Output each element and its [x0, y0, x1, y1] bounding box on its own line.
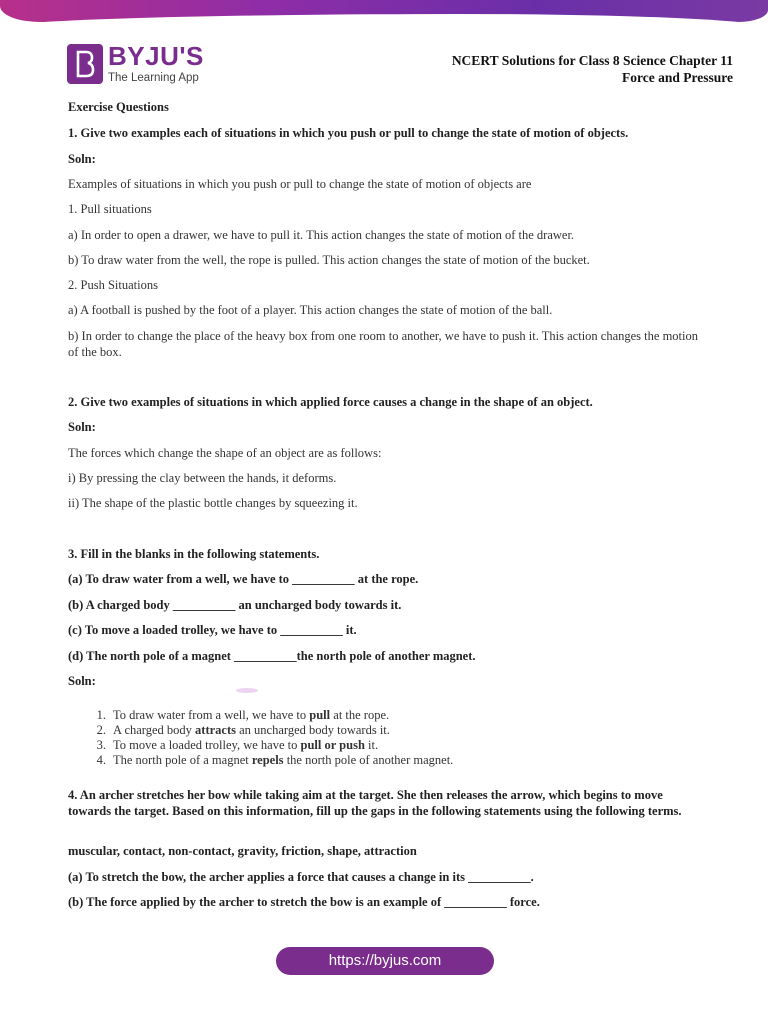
list-item: 4. The north pole of a magnet repels the north pole of another magnet.	[96, 753, 454, 767]
q4-question: 4. An archer stretches her bow while taking aim at the target. She then releases the arrow, which begins to move towards the target. Based on this information, fill up the gaps in the following statements using the following terms.	[68, 788, 682, 818]
list-item: 3. To move a loaded trolley, we have to pull or push it.	[96, 738, 379, 752]
faint-highlight-mark	[236, 688, 258, 693]
page-header	[452, 52, 733, 86]
q3-a: (a) To draw water from a well, we have to __________ at the rope.	[68, 572, 419, 586]
website-link[interactable]: https://byjus.com	[276, 947, 494, 975]
brand-tagline: The Learning App	[108, 72, 199, 84]
q1-push-a: a) A football is pushed by the foot of a player. This action changes the state of motion of the ball.	[68, 303, 553, 317]
logo-icon	[67, 44, 103, 84]
header-title: NCERT Solutions for Class 8 Science Chapter 11	[451, 53, 733, 68]
q4-b: (b) The force applied by the archer to stretch the bow is an example of __________ force.	[68, 895, 540, 909]
q2-question: 2. Give two examples of situations in which applied force causes a change in the shape of an object.	[68, 395, 593, 409]
section-title: Exercise Questions	[68, 100, 169, 114]
list-item: 1. To draw water from a well, we have to pull at the rope.	[96, 708, 390, 722]
q1-pull-a: a) In order to open a drawer, we have to pull it. This action changes the state of motion of the drawer.	[68, 228, 575, 242]
list-item: 2. A charged body attracts an uncharged body towards it.	[96, 723, 390, 737]
brand-name: BYJU'S	[108, 41, 204, 71]
q1-push-heading: 2. Push Situations	[68, 278, 158, 292]
q3-answer-list	[88, 708, 688, 768]
q2-intro: The forces which change the shape of an object are as follows:	[68, 446, 382, 460]
q4-a: (a) To stretch the bow, the archer applies a force that causes a change in its __________.	[68, 870, 534, 884]
q1-intro: Examples of situations in which you push or pull to change the state of motion of objects are	[68, 177, 532, 191]
q1-push-b: b) In order to change the place of the heavy box from one room to another, we have to push it. This action changes the motion of the box.	[68, 329, 698, 359]
q4-terms: muscular, contact, non-contact, gravity, friction, shape, attraction	[68, 844, 417, 858]
b-letter-icon	[75, 50, 95, 78]
q3-d: (d) The north pole of a magnet __________the north pole of another magnet.	[68, 649, 476, 663]
q3-question: 3. Fill in the blanks in the following statements.	[68, 547, 320, 561]
q3-soln-label: Soln:	[68, 674, 96, 688]
q3-c: (c) To move a loaded trolley, we have to __________ it.	[68, 623, 357, 637]
q2-item-ii: ii) The shape of the plastic bottle changes by squeezing it.	[68, 496, 358, 510]
q1-pull-heading: 1. Pull situations	[68, 202, 152, 216]
q2-soln-label: Soln:	[68, 420, 96, 434]
q3-b: (b) A charged body __________ an uncharged body towards it.	[68, 598, 402, 612]
byjus-logo[interactable]	[67, 41, 237, 86]
q1-pull-b: b) To draw water from the well, the rope is pulled. This action changes the state of motion of the bucket.	[68, 253, 590, 267]
q1-soln-label: Soln:	[68, 152, 96, 166]
q2-item-i: i) By pressing the clay between the hands, it deforms.	[68, 471, 337, 485]
q1-question: 1. Give two examples each of situations in which you push or pull to change the state of motion of objects.	[68, 126, 629, 140]
header-subtitle: Force and Pressure	[622, 70, 733, 85]
